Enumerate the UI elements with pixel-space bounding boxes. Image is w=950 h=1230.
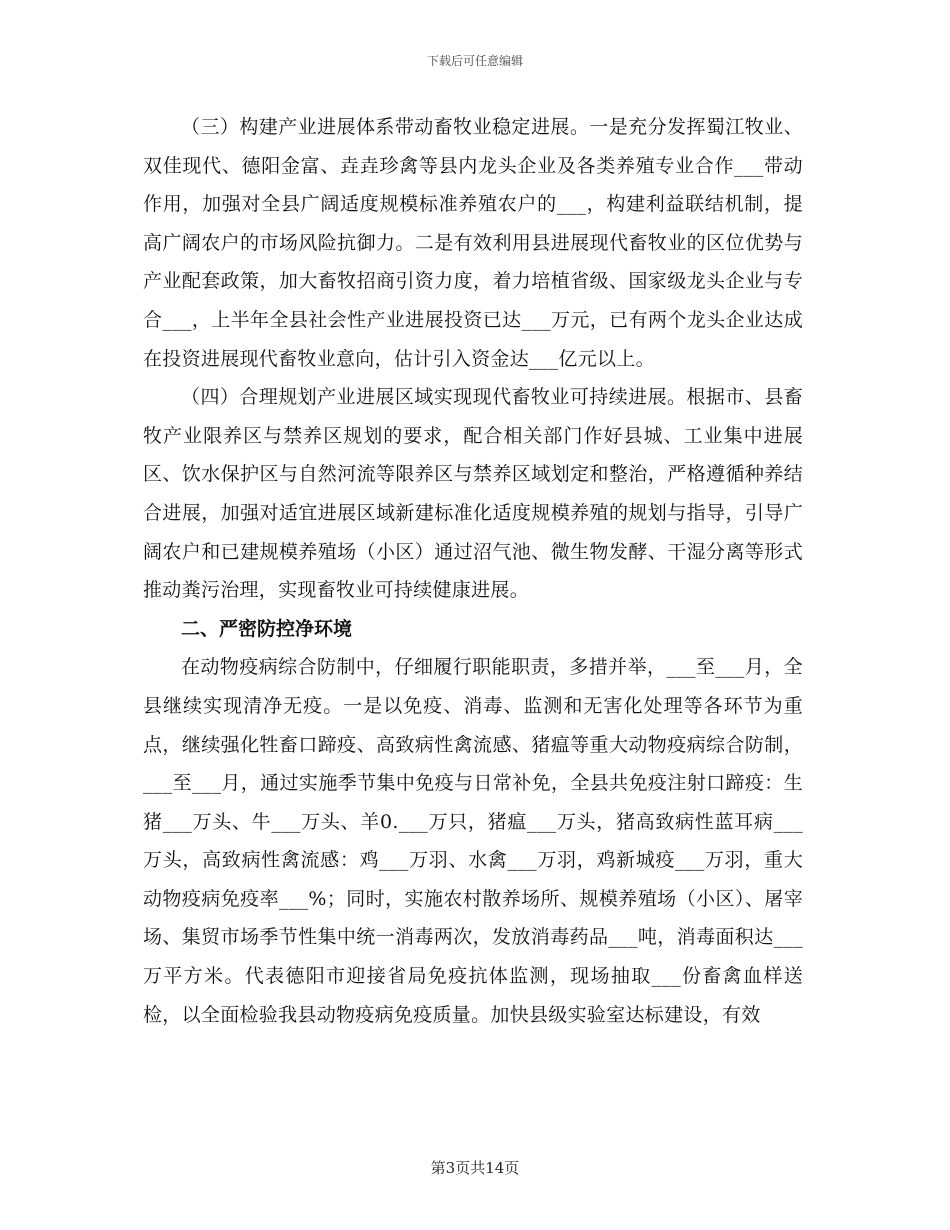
paragraph-regional-planning: （四）合理规划产业进展区域实现现代畜牧业可持续进展。根据市、县畜牧产业限养区与禁养区规划的要求，配合相关部门作好县城、工业集中进展区、饮水保护区与自然河流等限养区与禁养区域划定和整治，严格遵循种养结合进展，加强对适宜进展区域新建标准化适度规模养殖的规划与指导，引导广阔农户和已建规模养殖场（小区）通过沼气池、微生物发酵、干湿分离等形式推动粪污治理，实现畜牧业可持续健康进展。 bbox=[143, 386, 803, 602]
page-header: 下载后可任意编辑 bbox=[426, 54, 523, 68]
paragraph-disease-control: 在动物疫病综合防制中，仔细履行职能职责，多措并举，___至___月，全县继续实现清净无疫。一是以免疫、消毒、监测和无害化处理等各环节为重点，继续强化牲畜口蹄疫、高致病性禽流感、猪瘟等重大动物疫病综合防制，___至___月，通过实施季节集中免疫与日常补免，全县共免疫注射口蹄疫：生猪___万头、牛___万头、羊0.___万只，猪瘟___万头，猪高致病性蓝耳病___万头，高致病性禽流感：鸡___万羽、水禽___万羽，鸡新城疫___万羽，重大动物疫病免疫率___%；同时，实施农村散养场所、规模养殖场（小区）、屠宰场、集贸市场季节性集中统一消毒两次，发放消毒药品___吨，消毒面积达___万平方米。代表德阳市迎接省局免疫抗体监测，现场抽取___份畜禽血样送检，以全面检验我县动物疫病免疫质量。加快县级实验室达标建设，有效 bbox=[143, 656, 803, 1026]
document-body bbox=[143, 108, 803, 1034]
paragraph-industry-system: （三）构建产业进展体系带动畜牧业稳定进展。一是充分发挥蜀江牧业、双佳现代、德阳金富、垚垚珍禽等县内龙头企业及各类养殖专业合作___带动作用，加强对全县广阔适度规模标准养殖农户的___，构建利益联结机制，提高广阔农户的市场风险抗御力。二是有效利用县进展现代畜牧业的区位优势与产业配套政策，加大畜牧招商引资力度，着力培植省级、国家级龙头企业与专合___，上半年全县社会性产业进展投资已达___万元，已有两个龙头企业达成在投资进展现代畜牧业意向，估计引入资金达___亿元以上。 bbox=[143, 116, 803, 370]
section-heading: 二、严密防控净环境 bbox=[181, 617, 353, 640]
page-footer: 第3页共14页 bbox=[430, 1159, 520, 1177]
